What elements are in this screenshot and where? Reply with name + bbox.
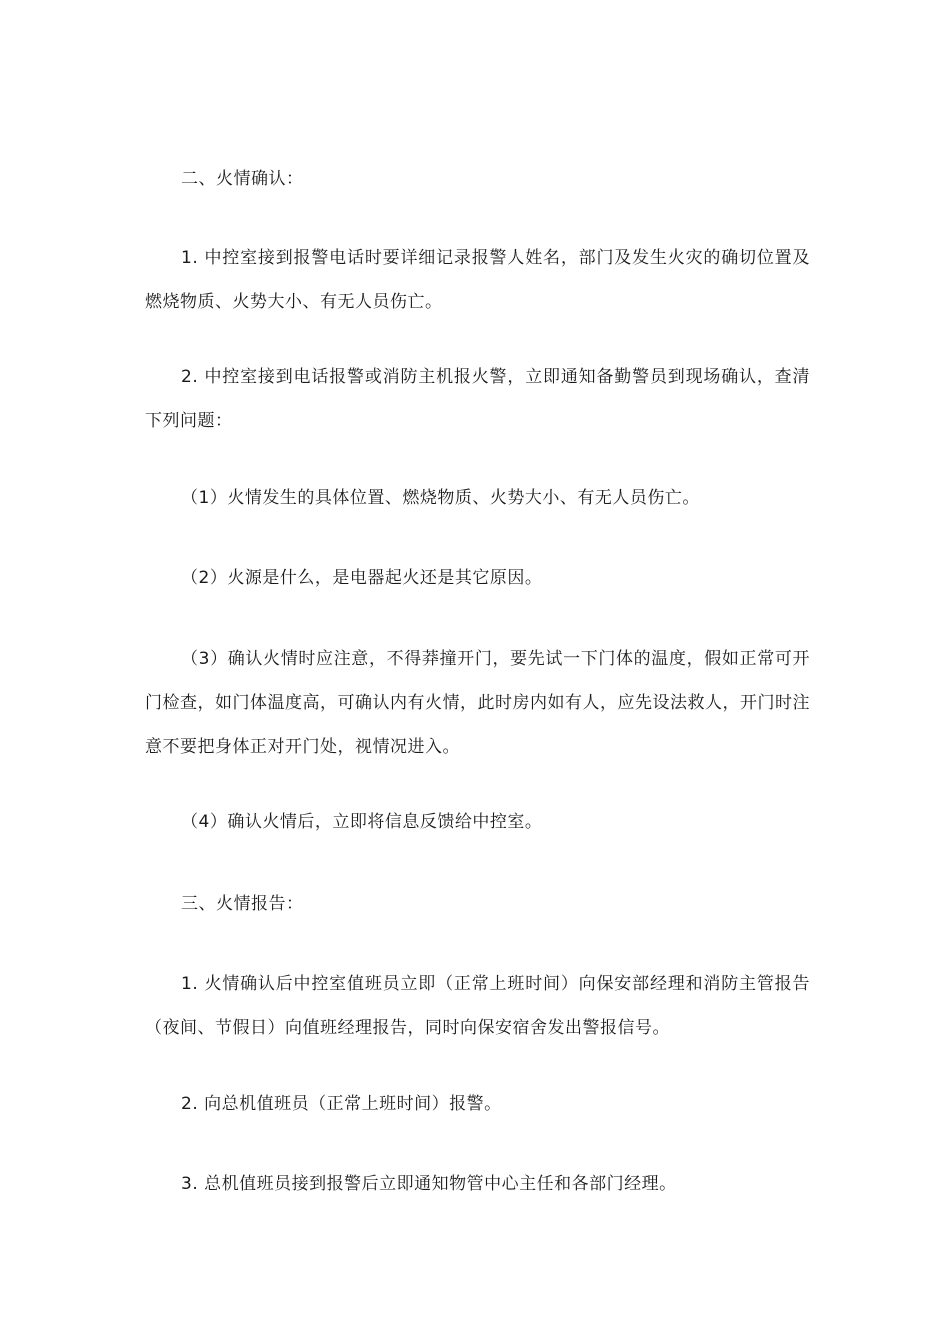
paragraph-report-item-3: 3. 总机值班员接到报警后立即通知物管中心主任和各部门经理。 [181, 1174, 677, 1194]
paragraph-subitem-4: （4）确认火情后，立即将信息反馈给中控室。 [181, 812, 543, 832]
paragraph-report-item-1: 1. 火情确认后中控室值班员立即（正常上班时间）向保安部经理和消防主管报告（夜间、节假日）向值班经理报告，同时向保安宿舍发出警报信号。 [145, 974, 810, 1038]
paragraph-subitem-1: （1）火情发生的具体位置、燃烧物质、火势大小、有无人员伤亡。 [181, 488, 700, 508]
paragraph-item-1: 1. 中控室接到报警电话时要详细记录报警人姓名，部门及发生火灾的确切位置及燃烧物质、火势大小、有无人员伤亡。 [145, 248, 810, 312]
paragraph-report-item-2: 2. 向总机值班员（正常上班时间）报警。 [181, 1094, 502, 1114]
section-heading-fire-confirmation: 二、火情确认： [181, 169, 304, 189]
paragraph-item-2: 2. 中控室接到电话报警或消防主机报火警，立即通知备勤警员到现场确认，查清下列问题： [145, 367, 810, 431]
paragraph-subitem-2: （2）火源是什么，是电器起火还是其它原因。 [181, 568, 543, 588]
paragraph-subitem-3: （3）确认火情时应注意，不得莽撞开门，要先试一下门体的温度，假如正常可开门检查，如门体温度高，可确认内有火情，此时房内如有人，应先设法救人，开门时注意不要把身体正对开门处，视情况进入。 [145, 649, 810, 757]
section-heading-fire-report: 三、火情报告： [181, 894, 304, 914]
